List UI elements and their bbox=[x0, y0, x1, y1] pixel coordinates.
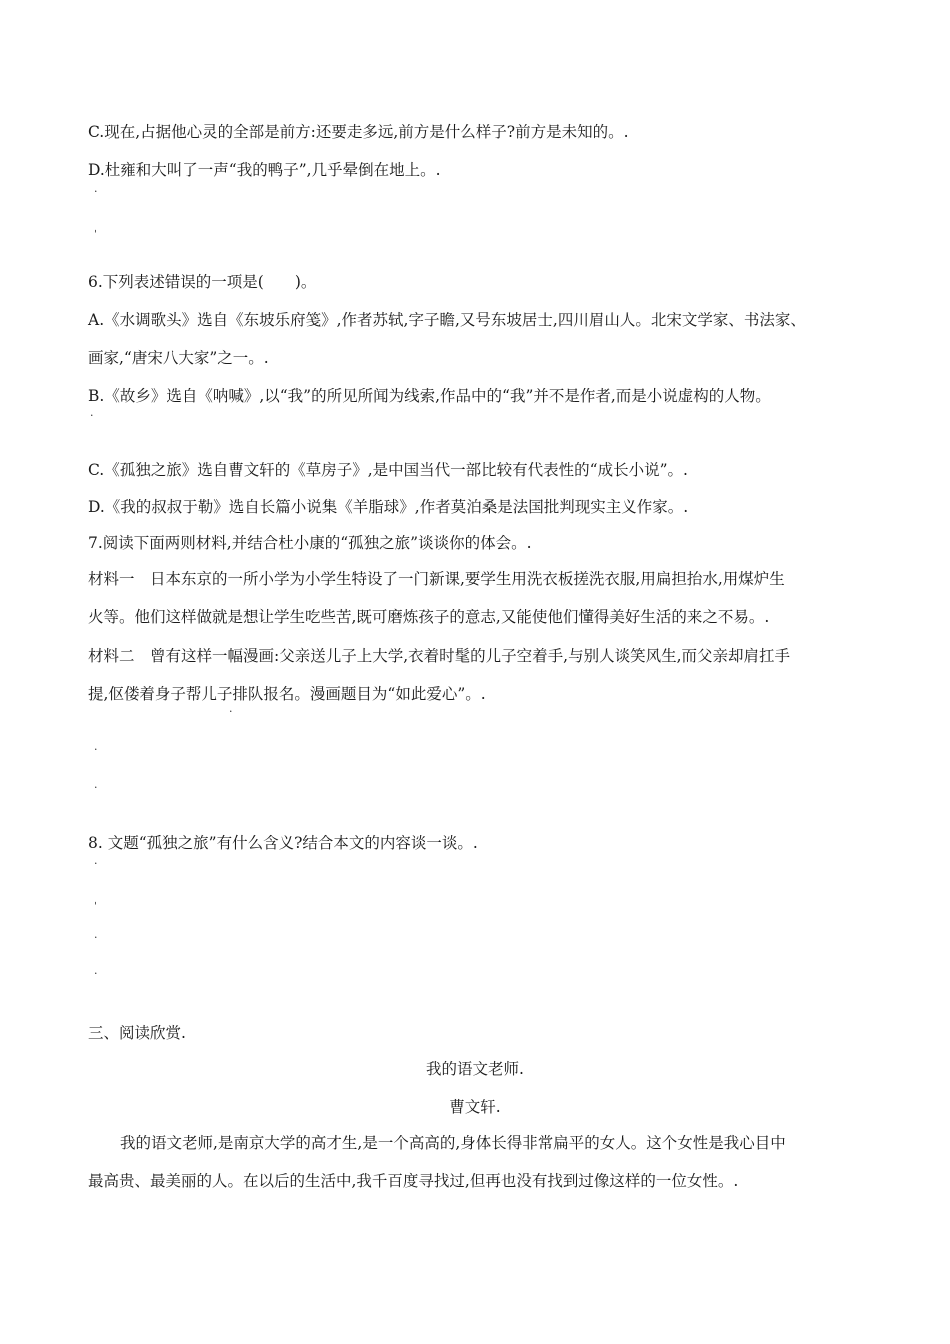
stray-mark: · bbox=[90, 409, 94, 422]
stray-mark: · bbox=[94, 967, 98, 980]
stray-mark: · bbox=[94, 781, 98, 794]
section-3-heading: 三、阅读欣赏. bbox=[88, 1024, 186, 1042]
stray-mark: · bbox=[94, 743, 98, 756]
essay-author: 曹文轩. bbox=[449, 1098, 501, 1116]
essay-paragraph-1-cont: 最高贵、最美丽的人。在以后的生活中,我千百度寻找过,但再也没有找到过像这样的一位女性。. bbox=[88, 1172, 739, 1190]
stray-mark: ˌ bbox=[94, 221, 98, 234]
essay-paragraph-1: 我的语文老师,是南京大学的高才生,是一个高高的,身体长得非常扁平的女人。这个女性是我心目中 bbox=[120, 1134, 786, 1152]
essay-title: 我的语文老师. bbox=[426, 1060, 524, 1078]
material-2: 材料二 曾有这样一幅漫画:父亲送儿子上大学,衣着时髦的儿子空着手,与别人谈笑风生,而父亲却肩扛手 bbox=[88, 647, 791, 665]
question-8: 8. 文题“孤独之旅”有什么含义?结合本文的内容谈一谈。. bbox=[88, 834, 478, 852]
question-7: 7.阅读下面两则材料,并结合杜小康的“孤独之旅”谈谈你的体会。. bbox=[88, 534, 532, 552]
option-d-line: D.杜雍和大叫了一声“我的鸭子”,几乎晕倒在地上。. bbox=[88, 161, 441, 179]
question-6-option-a-cont: 画家,“唐宋八大家”之一。. bbox=[88, 349, 269, 367]
stray-mark: · bbox=[94, 931, 98, 944]
stray-mark: ˌ bbox=[94, 893, 98, 906]
question-6-option-b: B.《故乡》选自《呐喊》,以“我”的所见所闻为线索,作品中的“我”并不是作者,而是小说虚构的人物。 bbox=[88, 387, 771, 405]
material-1-cont: 火等。他们这样做就是想让学生吃些苦,既可磨炼孩子的意志,又能使他们懂得美好生活的来之不易。. bbox=[88, 608, 770, 626]
stray-mark: · bbox=[229, 705, 233, 718]
stray-mark: · bbox=[94, 185, 98, 198]
question-6-option-c: C.《孤独之旅》选自曹文轩的《草房子》,是中国当代一部比较有代表性的“成长小说”。. bbox=[88, 461, 688, 479]
question-6-option-a: A.《水调歌头》选自《东坡乐府笺》,作者苏轼,字子瞻,又号东坡居士,四川眉山人。北宋文学家、书法家、 bbox=[88, 311, 806, 329]
stray-mark: · bbox=[94, 857, 98, 870]
material-2-cont: 提,伛偻着身子帮儿子排队报名。漫画题目为“如此爱心”。. bbox=[88, 685, 486, 703]
question-6: 6.下列表述错误的一项是( )。 bbox=[88, 273, 317, 291]
material-1: 材料一 日本东京的一所小学为小学生特设了一门新课,要学生用洗衣板搓洗衣服,用扁担抬水,用煤炉生 bbox=[88, 570, 785, 588]
option-c-line: C.现在,占据他心灵的全部是前方:还要走多远,前方是什么样子?前方是未知的。. bbox=[88, 123, 629, 141]
question-6-option-d: D.《我的叔叔于勒》选自长篇小说集《羊脂球》,作者莫泊桑是法国批判现实主义作家。. bbox=[88, 498, 689, 516]
